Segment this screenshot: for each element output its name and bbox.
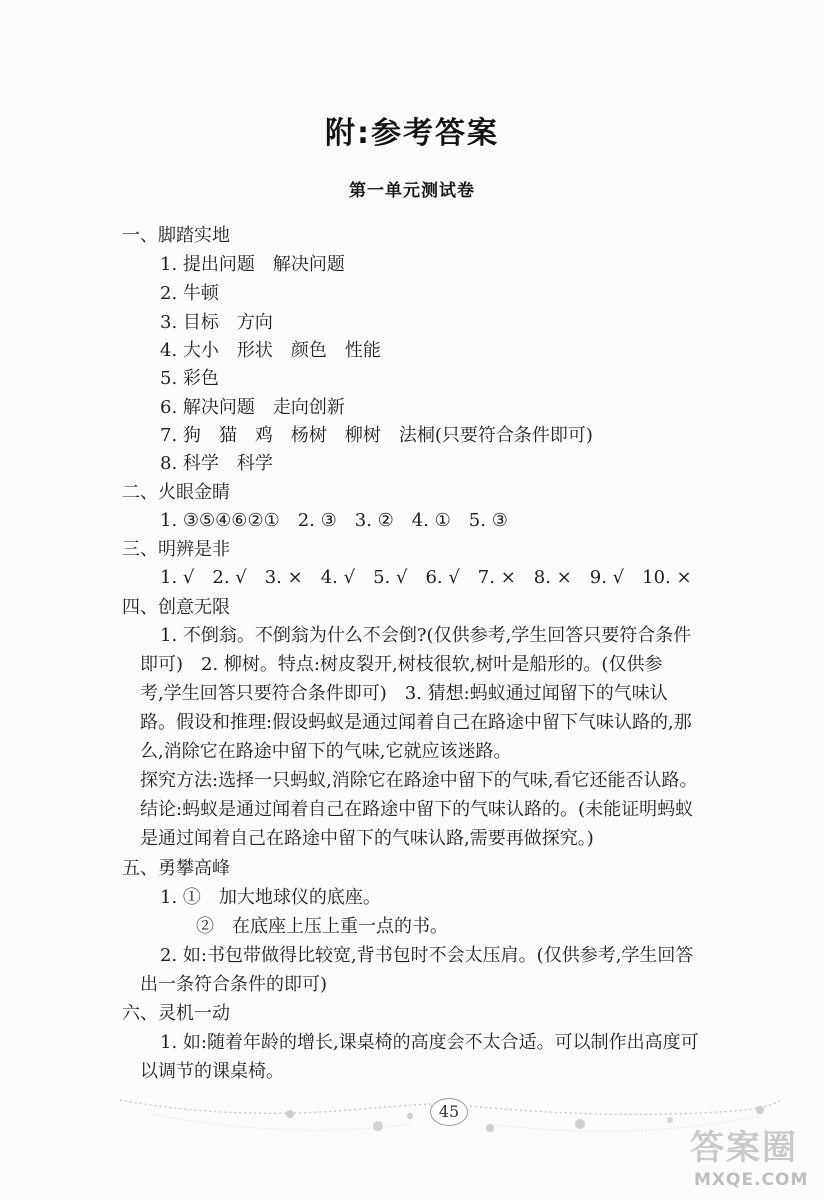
answer-line: 5. 彩色 (160, 368, 219, 389)
section-heading-6: 六、灵机一动 (122, 1003, 230, 1024)
section-heading-1: 一、脚踏实地 (122, 225, 230, 246)
watermark-url: MXQE.COM (694, 1170, 809, 1190)
answer-line: 1. ③⑤④⑥②① 2. ③ 3. ② 4. ① 5. ③ (160, 510, 508, 531)
answer-line: 1. 提出问题 解决问题 (160, 254, 345, 275)
answer-line: 结论:蚂蚁是通过闻着自己在路途中留下的气味认路的。(未能证明蚂蚁 (140, 799, 694, 820)
answer-line: 4. 大小 形状 颜色 性能 (160, 340, 381, 361)
answer-line: 考,学生回答只要符合条件即可) 3. 猜想:蚂蚁通过闻留下的气味认 (140, 683, 668, 704)
page-title: 附:参考答案 (325, 116, 499, 151)
watermark-logo: 答案圈 (690, 1128, 798, 1168)
page-number: 45 (430, 1098, 468, 1126)
answer-line: 以调节的课桌椅。 (140, 1061, 284, 1082)
answer-line: 即可) 2. 柳树。特点:树皮裂开,树枝很软,树叶是船形的。(仅供参 (140, 654, 663, 675)
answer-line: 2. 如:书包带做得比较宽,背书包时不会太压肩。(仅供参考,学生回答 (160, 945, 694, 966)
answer-line: 8. 科学 科学 (160, 453, 273, 474)
section-heading-2: 二、火眼金睛 (122, 482, 230, 503)
answer-line: 探究方法:选择一只蚂蚁,消除它在路途中留下的气味,看它还能否认路。 (140, 770, 698, 791)
answer-line: 3. 目标 方向 (160, 312, 273, 333)
answer-line: 2. 牛顿 (160, 283, 219, 304)
watermark (690, 1120, 818, 1196)
answer-line: 1. √ 2. √ 3. × 4. √ 5. √ 6. √ 7. × 8. × 9. √ 10. × (160, 567, 692, 588)
section-heading-4: 四、创意无限 (122, 597, 230, 618)
answer-line: ② 在底座上压上重一点的书。 (196, 916, 448, 937)
section-heading-3: 三、明辨是非 (122, 539, 230, 560)
answer-line: 6. 解决问题 走向创新 (160, 397, 345, 418)
answer-line: 是通过闻着自己在路途中留下的气味认路,需要再做探究。) (140, 828, 594, 849)
answer-line: 路。假设和推理:假设蚂蚁是通过闻着自己在路途中留下气味认路的,那 (140, 712, 692, 733)
section-heading-5: 五、勇攀高峰 (122, 858, 230, 879)
unit-subtitle: 第一单元测试卷 (349, 181, 475, 201)
answer-line: 1. 如:随着年龄的增长,课桌椅的高度会不太合适。可以制作出高度可 (160, 1032, 699, 1053)
answer-line: 么,消除它在路途中留下的气味,它就应该迷路。 (140, 741, 512, 762)
answer-line: 7. 狗 猫 鸡 杨树 柳树 法桐(只要符合条件即可) (160, 425, 593, 446)
answer-line: 1. 不倒翁。不倒翁为什么不会倒?(仅供参考,学生回答只要符合条件 (160, 625, 692, 646)
answer-line: 出一条符合条件的即可) (140, 974, 328, 995)
answer-line: 1. ① 加大地球仪的底座。 (160, 887, 381, 908)
